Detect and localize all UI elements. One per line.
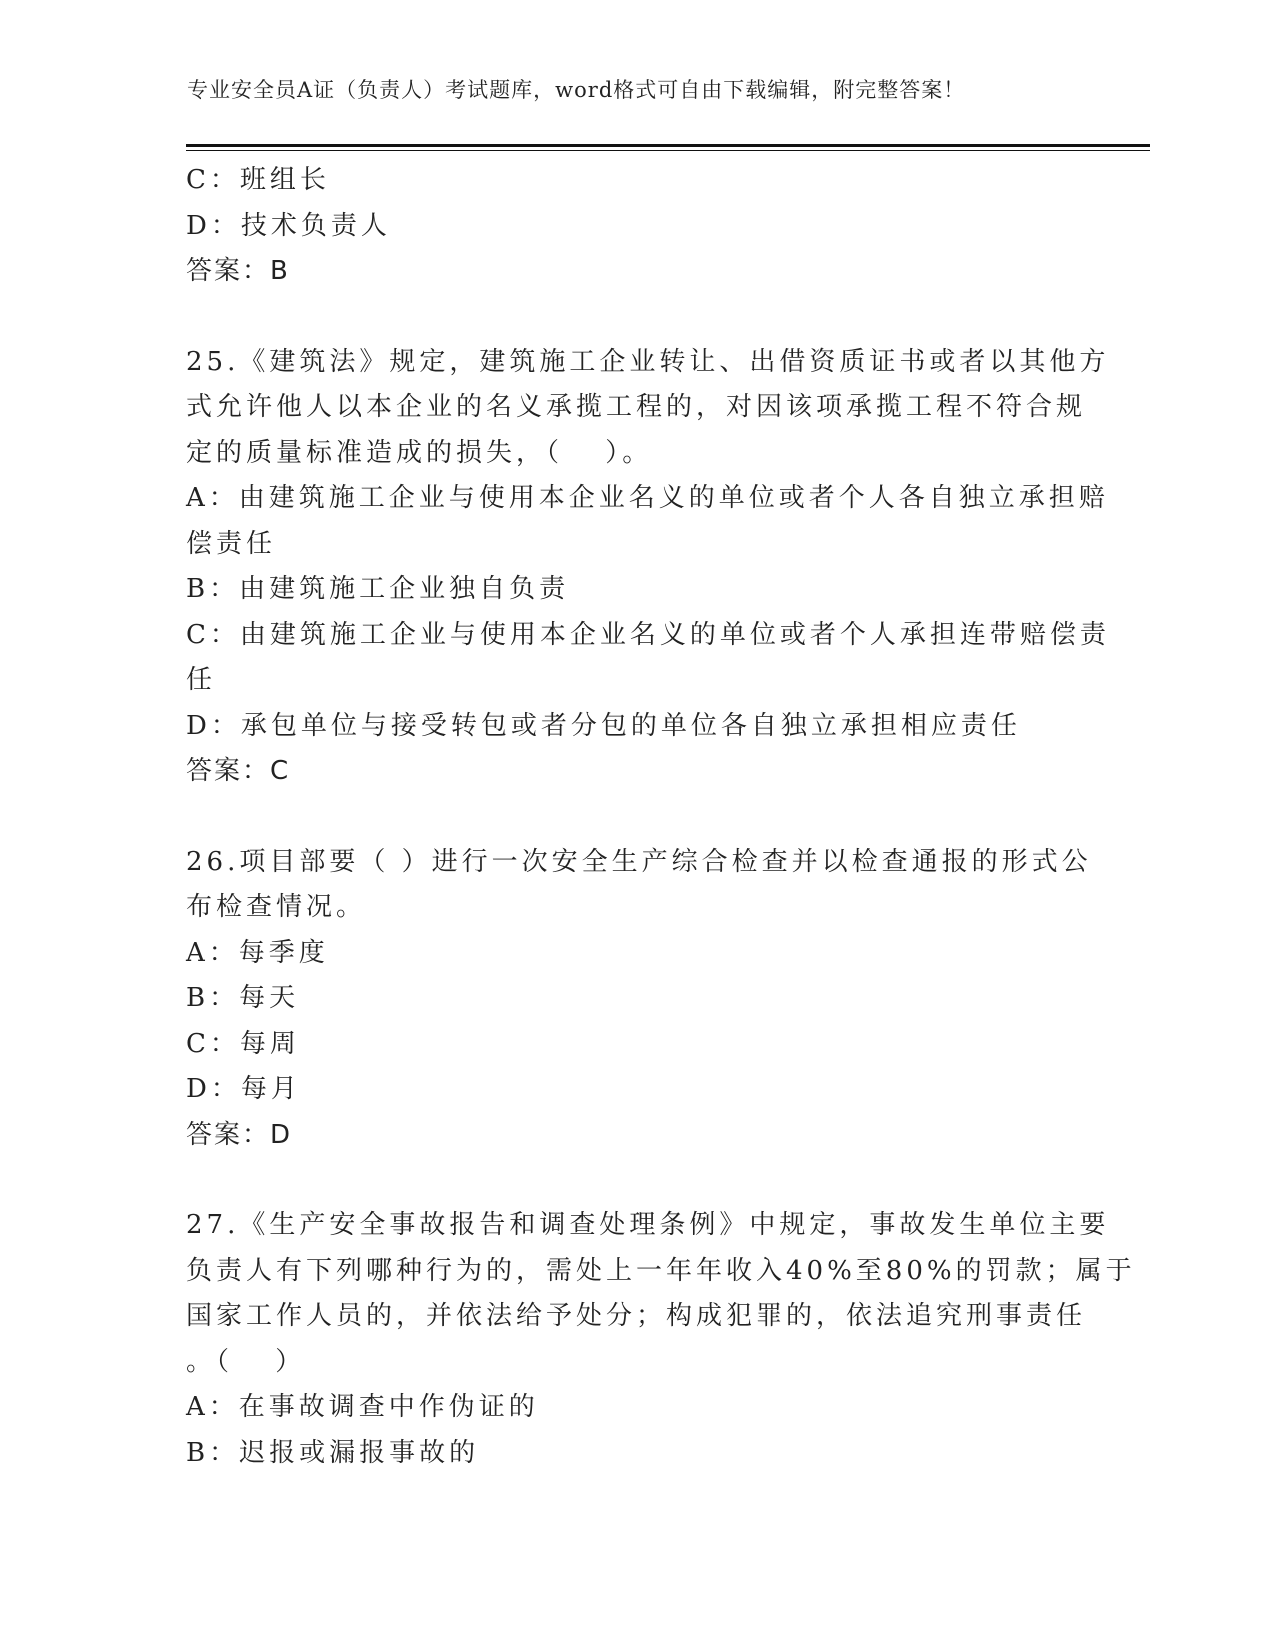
- answer: 答案：B: [186, 256, 290, 286]
- question-text-line: 式允许他人以本企业的名义承揽工程的，对因该项承揽工程不符合规: [186, 392, 1087, 422]
- document-body: [186, 158, 1136, 1476]
- option-a: A：在事故调查中作伪证的: [186, 1392, 539, 1422]
- question-gap: [186, 795, 1086, 840]
- question-text-line: 25.《建筑法》规定，建筑施工企业转让、出借资质证书或者以其他方: [186, 346, 1110, 377]
- option-c-continued: 任: [186, 665, 217, 695]
- option-a-continued: 偿责任: [186, 528, 277, 559]
- option-b: B：由建筑施工企业独自负责: [186, 574, 570, 604]
- question-text-line: 26.项目部要（ ）进行一次安全生产综合检查并以检查通报的形式公: [186, 846, 1092, 877]
- answer: 答案：D: [186, 1119, 293, 1150]
- option-c: C：每周: [186, 1028, 300, 1059]
- question-text-line: 布检查情况。: [186, 892, 367, 922]
- question-text-line: 27.《生产安全事故报告和调查处理条例》中规定，事故发生单位主要: [186, 1210, 1110, 1240]
- question-gap: [186, 1158, 1086, 1203]
- question-text-line: 。（ ）: [186, 1346, 306, 1377]
- option-d: D：技术负责人: [186, 210, 391, 241]
- option-c: C：班组长: [186, 165, 330, 195]
- question-text-line: 定的质量标准造成的损失，（ ）。: [186, 437, 653, 468]
- header-divider-thin: [186, 150, 1150, 151]
- question-25: [186, 340, 1110, 795]
- page-header: 专业安全员A证（负责人）考试题库，word格式可自由下载编辑，附完整答案！: [187, 78, 966, 102]
- header-divider-thick: [186, 144, 1150, 147]
- option-a: A：每季度: [186, 937, 329, 968]
- option-b: B：每天: [186, 983, 300, 1013]
- question-24-tail: [186, 158, 1086, 295]
- option-c: C：由建筑施工企业与使用本企业名义的单位或者个人承担连带赔偿责: [186, 619, 1110, 650]
- option-a: A：由建筑施工企业与使用本企业名义的单位或者个人各自独立承担赔: [186, 483, 1109, 513]
- option-d: D：承包单位与接受转包或者分包的单位各自独立承担相应责任: [186, 710, 1021, 741]
- answer: 答案：C: [186, 756, 291, 786]
- question-text-line: 国家工作人员的，并依法给予处分；构成犯罪的，依法追究刑事责任: [186, 1301, 1087, 1331]
- option-d: D：每月: [186, 1074, 301, 1104]
- question-27: [186, 1203, 1136, 1476]
- question-text-line: 负责人有下列哪种行为的，需处上一年年收入40%至80%的罚款；属于: [186, 1255, 1136, 1286]
- option-b: B：迟报或漏报事故的: [186, 1437, 480, 1468]
- question-gap: [186, 295, 1086, 340]
- question-26: [186, 840, 1092, 1159]
